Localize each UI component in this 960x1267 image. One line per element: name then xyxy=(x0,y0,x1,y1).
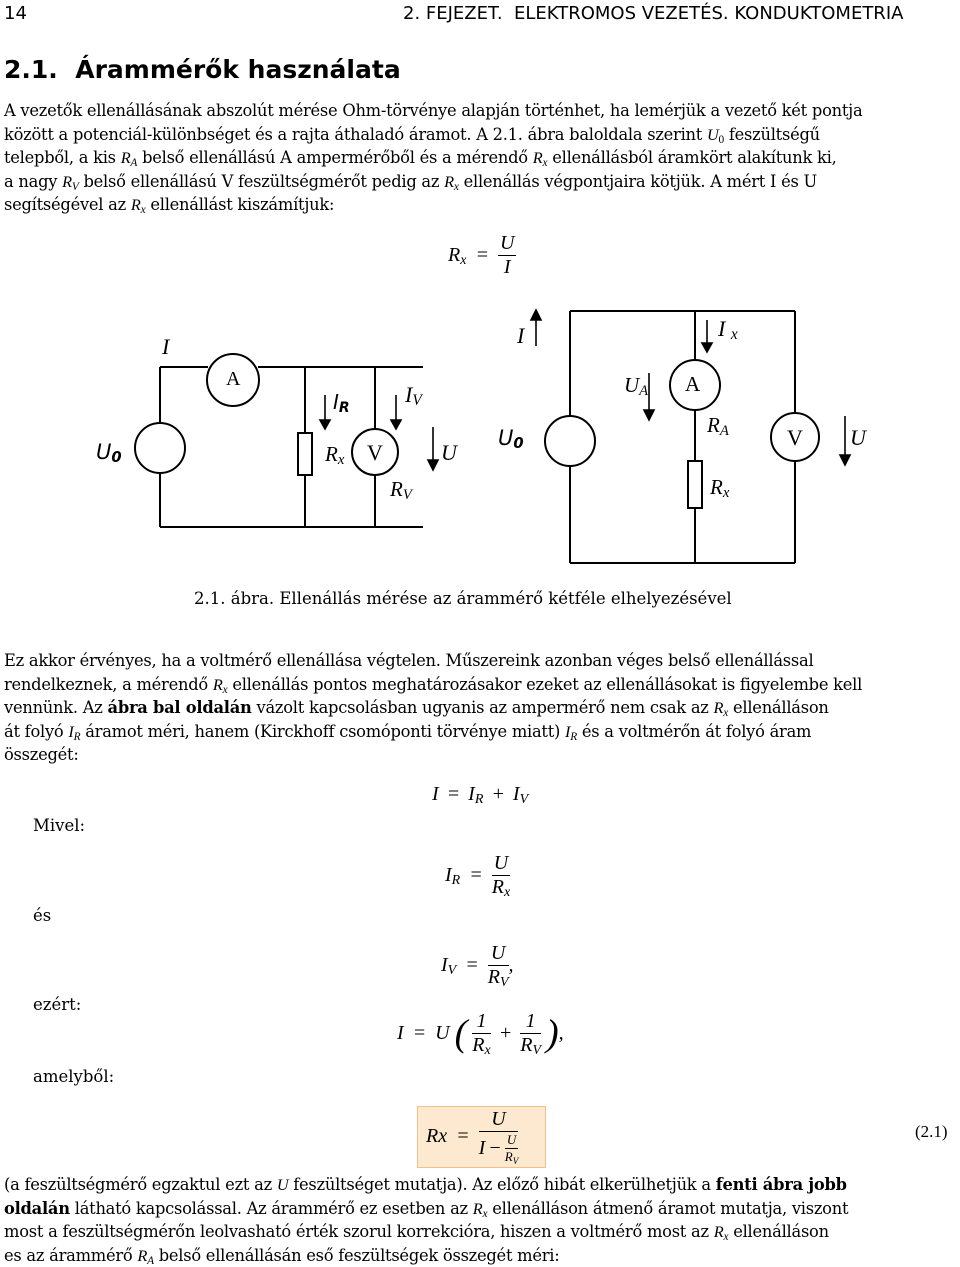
text-line: A vezetők ellenállásának abszolút mérése Ohm-törvénye alapján történhet, ha lemérjük a vezető két pontja xyxy=(4,99,960,123)
text-line: most a feszültségmérőn leolvasható érték szorul korrekcióra, hiszen a voltmérő most az $R_x$ ellenálláson xyxy=(4,1220,960,1244)
right-label-I: I xyxy=(517,323,524,349)
circuit-right xyxy=(490,298,890,568)
text-line: át folyó $I_R$ áramot méri, hanem (Kirckhoff csomóponti törvénye miatt) $I_R$ és a voltmérőn át folyó áram xyxy=(4,720,960,744)
text-line: között a potenciál-különbséget és a rajta áthaladó áramot. A 2.1. ábra baloldala szerint $U_0$ feszültségű xyxy=(4,123,960,147)
left-ammeter-label: A xyxy=(226,368,240,391)
label-mivel: Mivel: xyxy=(33,816,85,835)
page-number: 14 xyxy=(4,3,27,24)
voltage-source-symbol xyxy=(135,423,185,473)
running-header: 2. FEJEZET. ELEKTROMOS VEZETÉS. KONDUKTOMETRIA xyxy=(403,3,903,24)
paragraph-correction xyxy=(4,1173,960,1267)
right-label-UA: $U_A$ xyxy=(624,373,648,398)
left-label-IV: $I_V$ xyxy=(405,382,422,408)
text-line: telepből, a kis $R_A$ belső ellenállású A ampermérőből és a mérendő $R_x$ ellenállásból áramkört alakítunk ki, xyxy=(4,146,960,170)
label-es: és xyxy=(33,906,51,925)
equation-number: (2.1) xyxy=(915,1122,948,1142)
voltage-source-symbol xyxy=(545,416,595,466)
right-label-Rx: $R_x$ xyxy=(710,475,729,500)
label-amelybol: amelyből: xyxy=(33,1067,114,1086)
figure-caption: 2.1. ábra. Ellenállás mérése az árammérő kétféle elhelyezésével xyxy=(194,589,732,608)
right-label-Ix: I $_x$ xyxy=(718,316,738,342)
left-label-I: I xyxy=(162,334,169,360)
label-ezert: ezért: xyxy=(33,995,81,1014)
equation-ir: $I_R$ = $\frac{U}{R_x}$ xyxy=(445,852,510,899)
text-line: vennünk. Az ábra bal oldalán vázolt kapcsolásban ugyanis az ampermérő nem csak az $R_x$ ellenálláson xyxy=(4,696,960,720)
right-label-U0: $U_0$ xyxy=(498,426,524,450)
left-label-U: U xyxy=(441,440,457,466)
text-line: oldalán látható kapcsolással. Az árammérő ez esetben az $R_x$ ellenálláson átmenő áramot mutatja, viszont xyxy=(4,1197,960,1221)
equation-current-sum: $I = I_R + I_V$ xyxy=(432,783,528,806)
left-label-Rx: $R_x$ xyxy=(325,442,344,467)
text-line: összegét: xyxy=(4,743,960,767)
right-label-U: U xyxy=(850,425,866,451)
text-line: segítségével az $R_x$ ellenállást kiszámítjuk: xyxy=(4,193,960,217)
section-number: 2.1. xyxy=(4,55,58,84)
text-line: Ez akkor érvényes, ha a voltmérő ellenállása végtelen. Műszereink azonban véges belső ellenállással xyxy=(4,649,960,673)
equation-iv: $I_V$ = $\frac{U}{R_V}$ , xyxy=(441,942,514,989)
text-line: a nagy $R_V$ belső ellenállású V feszültségmérőt pedig az $R_x$ ellenállás végpontjaira kötjük. A mért I és U xyxy=(4,170,960,194)
resistor-rx-symbol xyxy=(298,433,312,475)
left-label-RV: $R_V$ xyxy=(390,477,412,502)
right-voltmeter-label: V xyxy=(787,425,803,451)
left-label-IR: $I_R$ xyxy=(333,390,350,414)
section-title xyxy=(4,55,401,84)
equation-total-current: I = U ( $\frac{1}{R_x}$ + $\frac{1}{R_V}$ ), xyxy=(397,1010,564,1057)
text-line: es az árammérő $R_A$ belső ellenállásán eső feszültségek összegét méri: xyxy=(4,1244,960,1267)
paragraph-explanation xyxy=(4,649,960,767)
circuit-left xyxy=(88,325,488,540)
text-line: (a feszültségmérő egzaktul ezt az U feszültséget mutatja). Az előző hibát elkerülhetjük a fenti ábra jobb xyxy=(4,1173,960,1197)
equation-final: Rx = U I − $\frac{U}{R_V}$ xyxy=(426,1108,518,1165)
text-line: rendelkeznek, a mérendő $R_x$ ellenállás pontos meghatározásakor ezeket az ellenállásokat is figyelembe kell xyxy=(4,673,960,697)
equation-ohm: $R_x$ = $\frac{U}{I}$ xyxy=(448,232,516,279)
left-voltmeter-label: V xyxy=(367,440,383,466)
right-ammeter-label: A xyxy=(685,372,700,397)
section-title-text: Árammérők használata xyxy=(75,55,400,84)
left-label-U0: $U_0$ xyxy=(96,440,122,464)
right-label-RA: $R_A$ xyxy=(707,413,729,438)
resistor-rx-symbol xyxy=(688,461,702,508)
paragraph-intro xyxy=(4,99,960,217)
